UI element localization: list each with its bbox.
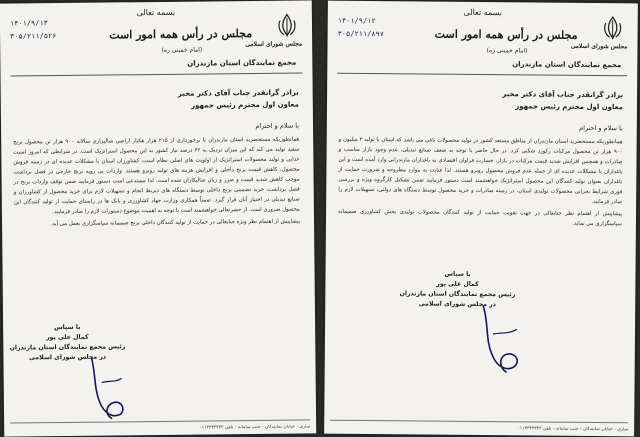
- signer-org: در مجلس شورای اسلامی: [28, 353, 107, 362]
- assembly-name: مجمع نمایندگان استان مازندران: [512, 60, 622, 70]
- letter-footer: ساری - خیابان نمایندگان - جنب سامانه - تلفن ۰۱۱۳۳۳۳۳۳۳: [517, 426, 629, 433]
- letter-title: مجلس در رأس همه امور است: [109, 27, 253, 42]
- recipient-title: معاون اول محترم رئیس جمهور: [515, 102, 624, 112]
- letter-title: مجلس در رأس همه امور است: [434, 27, 578, 42]
- letter-title-sub: (امام خمینی ره): [486, 47, 528, 55]
- signer-title: رئیس مجمع نمایندگان استان مازندران: [399, 290, 516, 299]
- header-divider: [10, 72, 302, 76]
- logo-caption: مجلس شورای اسلامی: [570, 42, 628, 51]
- signer-name: کمال علی پور: [46, 333, 89, 342]
- sign-thanks: با سپاس: [54, 323, 81, 332]
- header-divider: [337, 73, 627, 77]
- footer-divider: [10, 419, 310, 423]
- letter-footer: ساری - خیابان نمایندگان - جنب سامانه - تلفن ۰۱۱۳۳۳۳۳۳۳: [199, 424, 311, 431]
- handwritten-signature: [475, 302, 526, 377]
- handwritten-signature: [81, 352, 132, 423]
- letter-body-paragraph: همانطوریکه مستحضرید استان مازندران از مناطق مستعد کشور در تولید محصولات باغی می باشد که استان با تولید ۳ میلیون و ۹۰۰ هزار تن محصول مرکبات رکورد شکنی کرد. در حال حاضر با توجه به ضعف صنایع تبدیلی، عدم وجود بازار مناسب و صادرات و همچنین افزایش شدید قیمت مرکبات در بازار، خسارت فراوان اقتصادی به باغداران مازندرانی وارد آمده است و این باغداران با مشکلات عدیده ای از جمله عدم فروش محصول روبرو هستند. لذا عنایت به موارد مطروحه و ضرورت حمایت از باغداران بعنوان تولید کنندگان این محصول استراتژیک خواهشمند است دستور فرمایید ضمن تشکیل کارگروه ویژه و بررسی فوری شرایط بحرانی محصولات تولیدی استان، در زمینه صادرات و خرید محصول توسط دستگاه های دولتی، تسهیلات لازم را صادر فرمایید.: [338, 136, 623, 206]
- letter-title-sub: (امام خمینی ره): [161, 46, 203, 54]
- recipient: [502, 88, 623, 113]
- recipient-name: برادر گرانقدر جناب آقای دکتر مخبر: [177, 88, 299, 98]
- signer-title: رئیس مجمع نمایندگان استان مازندران: [9, 343, 126, 352]
- sign-thanks: با سپاس: [444, 270, 471, 278]
- footer-divider: [330, 420, 628, 424]
- greeting: با سلام و احترام: [255, 121, 300, 130]
- recipient: [178, 87, 299, 112]
- letter-date: ۱۴۰۱/۹/۱۳: [9, 19, 48, 28]
- letter-number: ۳۰۵/۲۱۱/۵۲۶: [10, 32, 57, 41]
- signer-name: کمال علی پور: [436, 280, 479, 288]
- assembly-name: مجمع نمایندگان استان مازندران: [187, 58, 297, 68]
- recipient-title: معاون اول محترم رئیس جمهور: [191, 100, 299, 110]
- bismillah: بسمه تعالی: [136, 7, 176, 18]
- letter-right: [324, 1, 638, 437]
- letter-number: ۳۰۵/۲۱۱/۸۹۷: [337, 29, 384, 39]
- letter-closing: پیشاپیش از اهتمام نظر ویژه جنابعالی در حمایت از تولید کنندگان داخلی برنج صمیمانه سپاسگزاری بعمل می آید.: [50, 218, 301, 228]
- letter-meta: [338, 15, 385, 41]
- iran-emblem-icon: [276, 13, 298, 39]
- bismillah: بسمه تعالی: [463, 7, 503, 18]
- greeting: با سلام و احترام: [579, 123, 623, 133]
- letter-body-paragraph: همانطوریکه مستحضرید استان مازندران با برخورداری از ۲۱۵ هزار هکتار اراضی شالیزاری سالانه ۹۰۰ هزار تن محصول برنج سفید تولید می کند که این میزان نزدیک به ۴۲ درصد نیاز کشور به این محصول استراتژیک است. در شرایطی که امروز امنیت غذایی و تولید محصولات استراتژیک از اولویت های اصلی نظام است، کشاورزان استان با مشکلات عدیده ای در زمینه فروش محصول، کاهش قیمت برنج داخلی و افزایش هزینه های تولید روبرو هستند. واردات بی رویه برنج خارجی در فصل برداشت موجب کاهش شدید قیمت و ضرر و زیان شالیکاران شده است. لذا مستدعی است دستور فرمایید ضمن توقف واردات برنج در فصل برداشت، خرید تضمینی برنج داخلی توسط دستگاه های ذیربط انجام و تسهیلات لازم برای خرید محصول از کشاورزان و صنایع تبدیلی در اختیار آنان قرار گیرد. ضمناً همکاری وزارت جهاد کشاورزی و بانک ها در راستای حمایت از تولید کنندگان این محصول ضروری است. از حضرتعالی خواهشمند است با توجه به اهمیت موضوع دستورات لازم را صادر فرمایید.: [13, 136, 300, 216]
- letter-date: ۱۴۰۱/۹/۱۲: [337, 16, 376, 26]
- recipient-name: برادر گرانقدر جناب آقای دکتر مخبر: [502, 90, 624, 100]
- letter-meta: [10, 17, 57, 43]
- letter-body: [13, 135, 300, 230]
- letter-body: [338, 135, 623, 229]
- letter-closing: پیشاپیش از اهتمام نظر جنابعالی در جهت تقویت حمایت از تولید کنندگان محصولات تولیدی بخش کشاورزی صمیمانه سپاسگزاری می نماید.: [338, 208, 623, 228]
- logo-caption: مجلس شورای اسلامی: [245, 40, 303, 49]
- iran-emblem-icon: [602, 15, 624, 41]
- letter-left: [0, 0, 316, 436]
- signer-org: در مجلس شورای اسلامی: [418, 300, 496, 309]
